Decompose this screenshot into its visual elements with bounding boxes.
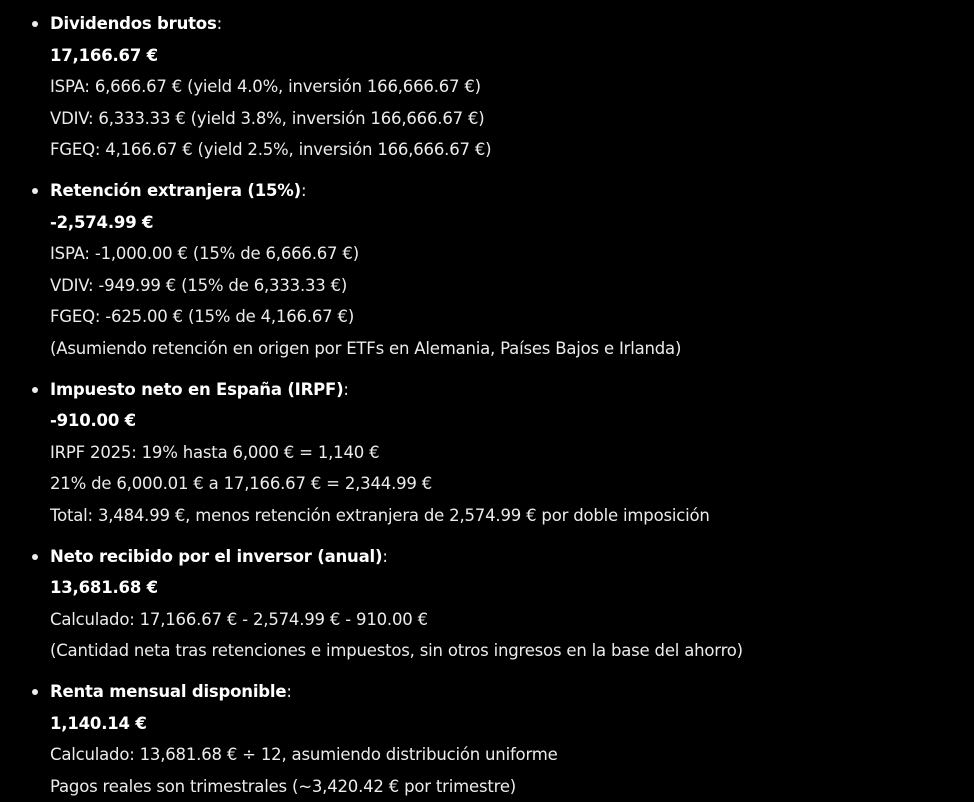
item-detail: (Asumiendo retención en origen por ETFs en Alemania, Países Bajos e Irlanda) xyxy=(50,333,952,365)
bullet-icon xyxy=(32,188,38,194)
item-colon: : xyxy=(301,181,306,200)
item-detail: VDIV: -949.99 € (15% de 6,333.33 €) xyxy=(50,270,952,302)
item-detail: Calculado: 13,681.68 € ÷ 12, asumiendo distribución uniforme xyxy=(50,739,952,771)
bullet-icon xyxy=(32,21,38,27)
bullet-icon xyxy=(32,554,38,560)
item-title: Renta mensual disponible xyxy=(50,682,286,701)
item-detail: (Cantidad neta tras retenciones e impuestos, sin otros ingresos en la base del ahorro) xyxy=(50,635,952,667)
item-detail: IRPF 2025: 19% hasta 6,000 € = 1,140 € xyxy=(50,437,952,469)
item-heading xyxy=(50,374,952,406)
item-heading xyxy=(50,175,952,207)
item-amount: 13,681.68 € xyxy=(50,572,952,604)
item-detail: ISPA: -1,000.00 € (15% de 6,666.67 €) xyxy=(50,238,952,270)
summary-list xyxy=(32,8,952,802)
item-title: Dividendos brutos xyxy=(50,14,217,33)
item-title: Retención extranjera (15%) xyxy=(50,181,301,200)
item-amount: 17,166.67 € xyxy=(50,40,952,72)
item-detail: FGEQ: 4,166.67 € (yield 2.5%, inversión 166,666.67 €) xyxy=(50,134,952,166)
item-title: Neto recibido por el inversor (anual) xyxy=(50,547,382,566)
item-colon: : xyxy=(286,682,291,701)
item-heading xyxy=(50,541,952,573)
item-colon: : xyxy=(382,547,387,566)
item-detail: FGEQ: -625.00 € (15% de 4,166.67 €) xyxy=(50,301,952,333)
item-colon: : xyxy=(343,380,348,399)
item-colon: : xyxy=(217,14,222,33)
item-amount: -2,574.99 € xyxy=(50,207,952,239)
item-amount: -910.00 € xyxy=(50,405,952,437)
item-heading xyxy=(50,8,952,40)
bullet-icon xyxy=(32,689,38,695)
list-item-renta-mensual xyxy=(32,676,952,802)
list-item-retencion xyxy=(32,175,952,364)
list-item-dividendos xyxy=(32,8,952,166)
item-heading xyxy=(50,676,952,708)
bullet-icon xyxy=(32,387,38,393)
list-item-neto xyxy=(32,541,952,667)
item-detail: Pagos reales son trimestrales (~3,420.42 € por trimestre) xyxy=(50,771,952,802)
item-amount: 1,140.14 € xyxy=(50,708,952,740)
list-item-impuesto xyxy=(32,374,952,532)
item-detail: Total: 3,484.99 €, menos retención extranjera de 2,574.99 € por doble imposición xyxy=(50,500,952,532)
item-detail: VDIV: 6,333.33 € (yield 3.8%, inversión 166,666.67 €) xyxy=(50,103,952,135)
item-detail: Calculado: 17,166.67 € - 2,574.99 € - 910.00 € xyxy=(50,604,952,636)
item-title: Impuesto neto en España (IRPF) xyxy=(50,380,343,399)
item-detail: 21% de 6,000.01 € a 17,166.67 € = 2,344.99 € xyxy=(50,468,952,500)
item-detail: ISPA: 6,666.67 € (yield 4.0%, inversión 166,666.67 €) xyxy=(50,71,952,103)
